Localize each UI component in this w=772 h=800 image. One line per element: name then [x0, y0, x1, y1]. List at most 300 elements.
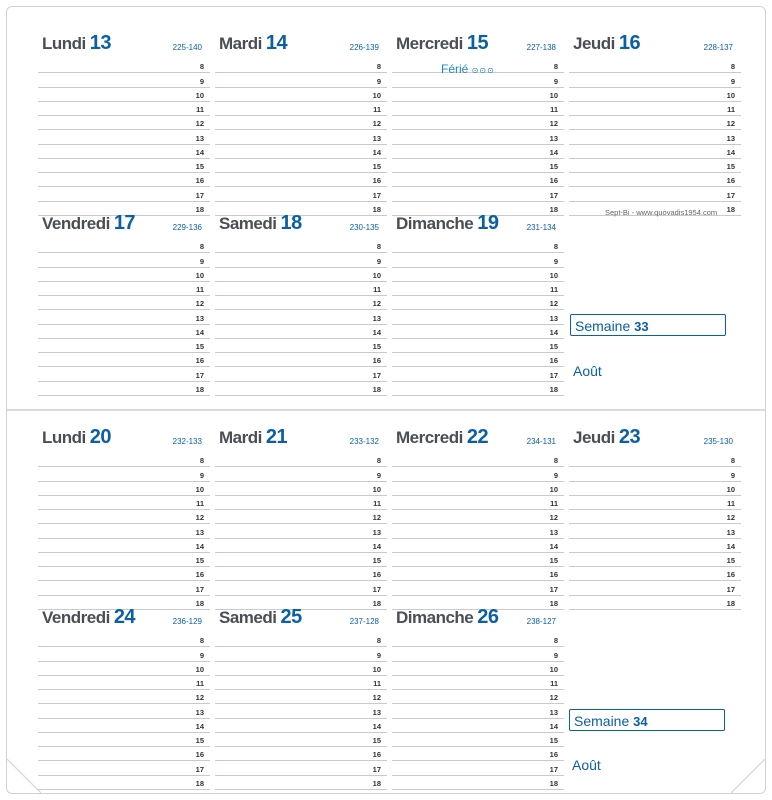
- day-name-text: Mercredi: [396, 34, 463, 53]
- day-header: [392, 32, 564, 56]
- hour-line[interactable]: [38, 296, 210, 310]
- hour-line[interactable]: [215, 776, 387, 790]
- hour-label: 13: [195, 527, 204, 537]
- hour-line[interactable]: [38, 116, 210, 130]
- hour-line[interactable]: [569, 453, 741, 467]
- hour-line[interactable]: [392, 662, 564, 676]
- hour-line[interactable]: [38, 453, 210, 467]
- hour-label: 11: [373, 285, 381, 294]
- hour-lines: [38, 59, 210, 216]
- hour-label: 11: [196, 285, 204, 294]
- day-samedi: [215, 212, 387, 396]
- hour-line[interactable]: [392, 325, 564, 339]
- day-name: [573, 32, 640, 55]
- day-vendredi: [38, 212, 210, 396]
- hour-line[interactable]: [392, 268, 564, 282]
- hour-label: 18: [549, 598, 558, 608]
- hour-label: 16: [726, 570, 735, 580]
- hour-line[interactable]: [392, 776, 564, 790]
- hour-label: 8: [553, 242, 558, 252]
- hour-line[interactable]: [392, 482, 564, 496]
- day-header: [215, 426, 387, 450]
- hour-line[interactable]: [392, 647, 564, 661]
- hour-line[interactable]: [392, 690, 564, 704]
- hour-label: 9: [199, 256, 204, 266]
- hour-label: 13: [372, 527, 381, 537]
- hour-line[interactable]: [392, 747, 564, 761]
- day-number: 21: [265, 426, 288, 448]
- day-header: [392, 426, 564, 450]
- hour-label: 12: [549, 119, 558, 129]
- hour-label: 13: [549, 133, 558, 143]
- day-of-year-code: 238-127: [526, 617, 556, 626]
- hour-line[interactable]: [38, 633, 210, 647]
- day-name: [42, 32, 111, 55]
- day-jeudi: [569, 426, 741, 610]
- day-name: [219, 606, 302, 629]
- hour-line[interactable]: [215, 353, 387, 367]
- hour-line[interactable]: [38, 524, 210, 538]
- hour-label: 10: [372, 90, 381, 100]
- hour-line[interactable]: [569, 467, 741, 481]
- hour-line[interactable]: [392, 676, 564, 690]
- day-of-year-code: 231-134: [526, 223, 556, 232]
- day-samedi: [215, 606, 387, 790]
- hour-line[interactable]: [569, 159, 741, 173]
- hour-line[interactable]: [215, 325, 387, 339]
- day-lundi: [38, 32, 210, 216]
- hour-line[interactable]: [569, 59, 741, 73]
- day-number: 16: [618, 32, 641, 54]
- day-name: [573, 426, 640, 449]
- hour-line[interactable]: [392, 130, 564, 144]
- hour-line[interactable]: [38, 581, 210, 595]
- hour-line[interactable]: [215, 567, 387, 581]
- hour-line[interactable]: [569, 116, 741, 130]
- hour-line[interactable]: [392, 339, 564, 353]
- hour-line[interactable]: [569, 496, 741, 510]
- hour-line[interactable]: [569, 567, 741, 581]
- hour-label: 16: [549, 750, 558, 760]
- hour-line[interactable]: [38, 382, 210, 396]
- day-name-text: Dimanche: [396, 214, 474, 233]
- hour-label: 10: [549, 664, 558, 674]
- day-name: [42, 606, 135, 629]
- hour-line[interactable]: [392, 116, 564, 130]
- hour-label: 8: [376, 636, 381, 646]
- hour-label: 14: [372, 327, 381, 337]
- hour-label: 15: [549, 342, 558, 351]
- hour-line[interactable]: [38, 268, 210, 282]
- hour-line[interactable]: [392, 367, 564, 381]
- hour-line[interactable]: [215, 239, 387, 253]
- hour-label: 9: [730, 470, 735, 480]
- hour-label: 14: [726, 147, 735, 157]
- hour-line[interactable]: [392, 539, 564, 553]
- hour-label: 11: [373, 499, 381, 508]
- hour-line[interactable]: [215, 690, 387, 704]
- hour-line[interactable]: [392, 310, 564, 324]
- day-name: [219, 212, 302, 235]
- day-number: 26: [477, 606, 499, 628]
- hour-label: 8: [199, 456, 204, 466]
- hour-label: 8: [553, 456, 558, 466]
- holiday-label: [441, 62, 495, 76]
- hour-line[interactable]: [215, 73, 387, 87]
- hour-line[interactable]: [392, 296, 564, 310]
- hour-line[interactable]: [38, 467, 210, 481]
- hour-lines: [392, 59, 564, 216]
- hour-line[interactable]: [215, 633, 387, 647]
- hour-line[interactable]: [392, 633, 564, 647]
- hour-line[interactable]: [392, 719, 564, 733]
- hour-line[interactable]: [392, 382, 564, 396]
- week-number: 33: [634, 319, 649, 334]
- hour-line[interactable]: [38, 539, 210, 553]
- day-name-text: Lundi: [42, 34, 86, 53]
- hour-label: 17: [549, 370, 558, 380]
- day-of-year-code: 228-137: [703, 43, 733, 52]
- hour-label: 8: [553, 636, 558, 646]
- day-header: [38, 212, 210, 236]
- hour-label: 9: [553, 650, 558, 660]
- hour-label: 11: [550, 105, 558, 114]
- hour-label: 16: [195, 570, 204, 580]
- hour-label: 15: [372, 342, 381, 351]
- hour-line[interactable]: [392, 253, 564, 267]
- hour-line[interactable]: [392, 510, 564, 524]
- hour-label: 13: [195, 707, 204, 717]
- hour-line[interactable]: [392, 733, 564, 747]
- hour-line[interactable]: [569, 73, 741, 87]
- hour-line[interactable]: [215, 296, 387, 310]
- hour-line[interactable]: [569, 130, 741, 144]
- hour-line[interactable]: [569, 524, 741, 538]
- hour-label: 10: [726, 90, 735, 100]
- hour-lines: [569, 453, 741, 610]
- hour-line[interactable]: [38, 325, 210, 339]
- hour-lines: [569, 59, 741, 216]
- hour-line[interactable]: [215, 187, 387, 201]
- month-label-33: Août: [573, 363, 602, 379]
- hour-label: 16: [195, 750, 204, 760]
- hour-line[interactable]: [392, 102, 564, 116]
- hour-line[interactable]: [215, 719, 387, 733]
- hour-label: 16: [549, 356, 558, 366]
- hour-line[interactable]: [569, 145, 741, 159]
- hour-line[interactable]: [569, 102, 741, 116]
- hour-line[interactable]: [215, 704, 387, 718]
- hour-line[interactable]: [38, 88, 210, 102]
- hour-label: 16: [372, 750, 381, 760]
- hour-label: 9: [376, 256, 381, 266]
- day-name-text: Samedi: [219, 214, 277, 233]
- hour-line[interactable]: [392, 282, 564, 296]
- day-name-text: Vendredi: [42, 608, 110, 627]
- hour-line[interactable]: [215, 482, 387, 496]
- hour-line[interactable]: [392, 187, 564, 201]
- week-number: 34: [633, 714, 648, 729]
- hour-label: 9: [376, 470, 381, 480]
- day-name: [42, 212, 135, 235]
- hour-label: 12: [726, 513, 735, 523]
- hour-line[interactable]: [38, 567, 210, 581]
- hour-label: 11: [196, 105, 204, 114]
- hour-line[interactable]: [38, 339, 210, 353]
- hour-line[interactable]: [215, 253, 387, 267]
- hour-line[interactable]: [38, 647, 210, 661]
- hour-label: 18: [372, 204, 381, 214]
- hour-line[interactable]: [215, 662, 387, 676]
- hour-label: 11: [196, 499, 204, 508]
- hour-line[interactable]: [215, 268, 387, 282]
- hour-line[interactable]: [215, 173, 387, 187]
- hour-label: 10: [549, 90, 558, 100]
- hour-line[interactable]: [392, 173, 564, 187]
- hour-label: 17: [195, 764, 204, 774]
- hour-line[interactable]: [215, 467, 387, 481]
- hour-line[interactable]: [38, 145, 210, 159]
- hour-label: 12: [372, 513, 381, 523]
- hour-label: 12: [549, 693, 558, 703]
- day-name: [396, 426, 488, 449]
- hour-line[interactable]: [38, 239, 210, 253]
- hour-label: 12: [195, 299, 204, 309]
- hour-label: 18: [195, 778, 204, 788]
- day-number: 20: [89, 426, 112, 448]
- hour-line[interactable]: [569, 482, 741, 496]
- hour-label: 14: [549, 721, 558, 731]
- hour-label: 14: [195, 327, 204, 337]
- hour-line[interactable]: [215, 88, 387, 102]
- hour-line[interactable]: [215, 510, 387, 524]
- day-name: [42, 426, 111, 449]
- hour-label: 16: [195, 176, 204, 186]
- day-name: [396, 32, 488, 55]
- hour-line[interactable]: [392, 496, 564, 510]
- hour-line[interactable]: [215, 59, 387, 73]
- hour-line[interactable]: [215, 102, 387, 116]
- hour-line[interactable]: [392, 704, 564, 718]
- hour-line[interactable]: [392, 567, 564, 581]
- hour-label: 10: [549, 484, 558, 494]
- day-header: [215, 606, 387, 630]
- hour-line[interactable]: [38, 353, 210, 367]
- hour-lines: [215, 633, 387, 790]
- day-of-year-code: 234-131: [526, 437, 556, 446]
- month-label-34: Août: [572, 757, 601, 773]
- hour-label: 13: [726, 133, 735, 143]
- hour-line[interactable]: [38, 733, 210, 747]
- hour-line[interactable]: [38, 159, 210, 173]
- hour-label: 13: [549, 527, 558, 537]
- hour-line[interactable]: [38, 776, 210, 790]
- hour-lines: [215, 453, 387, 610]
- publisher-credit: Sept-Bi - www.quovadis1954.com: [605, 208, 718, 217]
- hour-label: 13: [549, 313, 558, 323]
- day-name-text: Samedi: [219, 608, 277, 627]
- hour-line[interactable]: [215, 116, 387, 130]
- hour-line[interactable]: [38, 690, 210, 704]
- hour-line[interactable]: [38, 482, 210, 496]
- hour-line[interactable]: [569, 173, 741, 187]
- hour-label: 8: [730, 456, 735, 466]
- day-name-text: Jeudi: [573, 34, 615, 53]
- hour-label: 10: [549, 270, 558, 280]
- hour-line[interactable]: [569, 510, 741, 524]
- hour-line[interactable]: [392, 159, 564, 173]
- hour-label: 14: [549, 327, 558, 337]
- day-of-year-code: 235-130: [703, 437, 733, 446]
- hour-line[interactable]: [38, 173, 210, 187]
- hour-line[interactable]: [569, 88, 741, 102]
- hour-label: 11: [550, 499, 558, 508]
- hour-line[interactable]: [38, 253, 210, 267]
- hour-label: 15: [195, 342, 204, 351]
- hour-line[interactable]: [215, 453, 387, 467]
- hour-label: 10: [372, 484, 381, 494]
- hour-lines: [38, 633, 210, 790]
- day-of-year-code: 233-132: [349, 437, 379, 446]
- hour-line[interactable]: [215, 733, 387, 747]
- hour-label: 18: [372, 778, 381, 788]
- hour-line[interactable]: [38, 676, 210, 690]
- hour-line[interactable]: [215, 145, 387, 159]
- hour-line[interactable]: [569, 187, 741, 201]
- hour-line[interactable]: [215, 524, 387, 538]
- day-header: [392, 212, 564, 236]
- hour-line[interactable]: [215, 581, 387, 595]
- hour-line[interactable]: [38, 747, 210, 761]
- hour-line[interactable]: [215, 676, 387, 690]
- hour-label: 13: [195, 133, 204, 143]
- day-header: [569, 32, 741, 56]
- hour-label: 18: [726, 204, 735, 214]
- hour-line[interactable]: [38, 130, 210, 144]
- hour-line[interactable]: [215, 761, 387, 775]
- hour-line[interactable]: [569, 581, 741, 595]
- day-number: 23: [618, 426, 641, 448]
- hour-line[interactable]: [215, 282, 387, 296]
- hour-line[interactable]: [38, 187, 210, 201]
- hour-line[interactable]: [215, 367, 387, 381]
- hour-lines: [392, 239, 564, 396]
- hour-label: 10: [372, 270, 381, 280]
- day-of-year-code: 227-138: [526, 43, 556, 52]
- hour-label: 12: [549, 299, 558, 309]
- hour-line[interactable]: [38, 73, 210, 87]
- hour-line[interactable]: [215, 339, 387, 353]
- hour-line[interactable]: [215, 310, 387, 324]
- hour-label: 17: [549, 584, 558, 594]
- hour-line[interactable]: [392, 353, 564, 367]
- day-dimanche: [392, 606, 564, 790]
- hour-label: 11: [550, 679, 558, 688]
- hour-label: 10: [195, 484, 204, 494]
- hour-line[interactable]: [392, 453, 564, 467]
- hour-label: 12: [195, 693, 204, 703]
- hour-label: 13: [372, 313, 381, 323]
- hour-line[interactable]: [38, 510, 210, 524]
- hour-label: 9: [376, 76, 381, 86]
- hour-line[interactable]: [38, 282, 210, 296]
- hour-line[interactable]: [392, 553, 564, 567]
- hour-label: 18: [549, 384, 558, 394]
- day-of-year-code: 225-140: [172, 43, 202, 52]
- hour-label: 14: [372, 541, 381, 551]
- hour-line[interactable]: [38, 553, 210, 567]
- hour-line[interactable]: [215, 382, 387, 396]
- hour-line[interactable]: [215, 647, 387, 661]
- hour-line[interactable]: [38, 367, 210, 381]
- holiday-symbols: ⊙⊙⊙: [471, 66, 495, 75]
- hour-line[interactable]: [215, 496, 387, 510]
- hour-label: 11: [373, 679, 381, 688]
- hour-lines: [392, 633, 564, 790]
- hour-line[interactable]: [392, 467, 564, 481]
- hour-lines: [215, 239, 387, 396]
- hour-line[interactable]: [569, 553, 741, 567]
- hour-line[interactable]: [38, 59, 210, 73]
- hour-label: 10: [195, 270, 204, 280]
- day-mardi: [215, 32, 387, 216]
- day-header: [392, 606, 564, 630]
- corner-fold-left: [7, 759, 41, 793]
- day-header: [569, 426, 741, 450]
- hour-line[interactable]: [392, 145, 564, 159]
- hour-line[interactable]: [569, 539, 741, 553]
- hour-label: 16: [549, 570, 558, 580]
- hour-line[interactable]: [215, 747, 387, 761]
- hour-line[interactable]: [215, 159, 387, 173]
- day-number: 25: [280, 606, 302, 628]
- hour-label: 9: [553, 256, 558, 266]
- hour-label: 12: [195, 119, 204, 129]
- hour-line[interactable]: [38, 704, 210, 718]
- hour-line[interactable]: [392, 524, 564, 538]
- hour-line[interactable]: [215, 130, 387, 144]
- hour-line[interactable]: [38, 496, 210, 510]
- hour-label: 13: [549, 707, 558, 717]
- day-of-year-code: 232-133: [172, 437, 202, 446]
- corner-fold-right: [731, 759, 765, 793]
- day-number: 15: [466, 32, 489, 54]
- hour-label: 8: [553, 62, 558, 72]
- hour-label: 14: [195, 541, 204, 551]
- hour-line[interactable]: [392, 88, 564, 102]
- day-number: 17: [113, 212, 136, 234]
- day-header: [38, 32, 210, 56]
- hour-label: 15: [549, 162, 558, 171]
- hour-line[interactable]: [38, 310, 210, 324]
- hour-line[interactable]: [38, 719, 210, 733]
- hour-line[interactable]: [215, 553, 387, 567]
- hour-line[interactable]: [569, 596, 741, 610]
- hour-line[interactable]: [215, 539, 387, 553]
- hour-label: 12: [372, 693, 381, 703]
- hour-label: 11: [727, 105, 735, 114]
- day-number: 14: [265, 32, 288, 54]
- hour-line[interactable]: [38, 102, 210, 116]
- hour-line[interactable]: [38, 761, 210, 775]
- day-dimanche: [392, 212, 564, 396]
- hour-label: 10: [195, 664, 204, 674]
- hour-line[interactable]: [38, 662, 210, 676]
- hour-line[interactable]: [392, 761, 564, 775]
- hour-line[interactable]: [392, 239, 564, 253]
- hour-label: 14: [195, 147, 204, 157]
- hour-line[interactable]: [392, 581, 564, 595]
